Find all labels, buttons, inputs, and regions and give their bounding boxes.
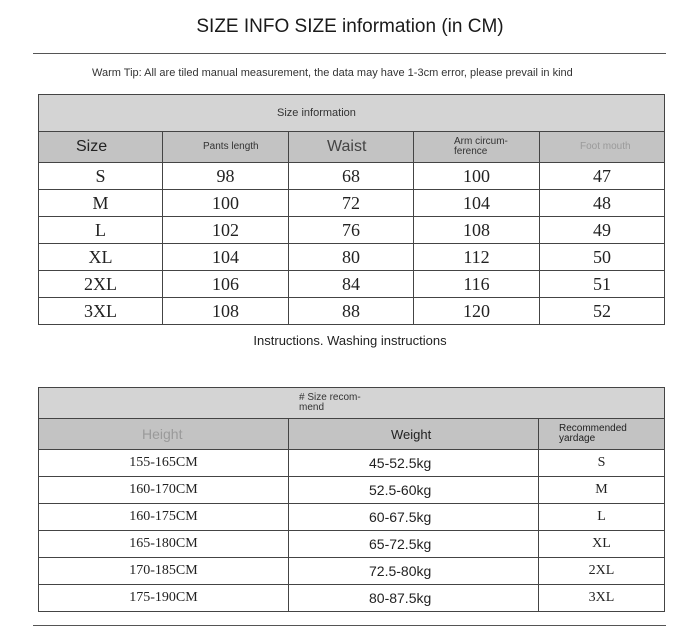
- size-cell: L: [39, 217, 163, 244]
- foot-mouth-cell: 50: [540, 244, 665, 271]
- header-weight: Weight: [289, 419, 539, 450]
- header-height: Height: [39, 419, 289, 450]
- foot-mouth-cell: 49: [540, 217, 665, 244]
- table-row: [39, 190, 665, 217]
- height-cell: 160-175CM: [39, 504, 289, 531]
- arm-circumference-cell: 120: [414, 298, 540, 325]
- size-info-caption: Size information: [39, 95, 665, 132]
- table-row: [39, 585, 665, 612]
- size-cell: 2XL: [39, 271, 163, 298]
- yardage-cell: 2XL: [539, 558, 665, 585]
- pants-length-cell: 100: [163, 190, 289, 217]
- instructions-heading: Instructions. Washing instructions: [253, 333, 447, 348]
- height-cell: 165-180CM: [39, 531, 289, 558]
- waist-cell: 88: [289, 298, 414, 325]
- yardage-cell: S: [539, 450, 665, 477]
- size-cell: 3XL: [39, 298, 163, 325]
- foot-mouth-cell: 48: [540, 190, 665, 217]
- size-cell: XL: [39, 244, 163, 271]
- size-info-table: [38, 94, 665, 325]
- header-pants-length: Pants length: [163, 132, 289, 163]
- yardage-cell: XL: [539, 531, 665, 558]
- weight-cell: 72.5-80kg: [289, 558, 539, 585]
- pants-length-cell: 102: [163, 217, 289, 244]
- foot-mouth-cell: 51: [540, 271, 665, 298]
- pants-length-cell: 106: [163, 271, 289, 298]
- height-cell: 175-190CM: [39, 585, 289, 612]
- yardage-cell: 3XL: [539, 585, 665, 612]
- warm-tip: Warm Tip: All are tiled manual measurement, the data may have 1-3cm error, please prevail in kind: [92, 67, 573, 79]
- page-title: SIZE INFO SIZE information (in CM): [196, 16, 504, 37]
- header-foot-mouth: Foot mouth: [540, 132, 665, 163]
- header-arm-circumference: Arm circum-ference: [414, 132, 540, 163]
- size-recommend-table: [38, 387, 665, 612]
- pants-length-cell: 98: [163, 163, 289, 190]
- size-info-header-row: [39, 132, 665, 163]
- divider-bottom: [33, 625, 666, 626]
- size-cell: M: [39, 190, 163, 217]
- size-recommend-caption: # Size recom-mend: [299, 392, 361, 413]
- table-row: [39, 477, 665, 504]
- header-recommended-yardage: Recommended yardage: [539, 419, 665, 450]
- table-row: [39, 244, 665, 271]
- height-cell: 155-165CM: [39, 450, 289, 477]
- yardage-cell: L: [539, 504, 665, 531]
- pants-length-cell: 108: [163, 298, 289, 325]
- table-row: [39, 531, 665, 558]
- table-row: [39, 450, 665, 477]
- height-cell: 160-170CM: [39, 477, 289, 504]
- yardage-cell: M: [539, 477, 665, 504]
- weight-cell: 80-87.5kg: [289, 585, 539, 612]
- arm-circumference-cell: 104: [414, 190, 540, 217]
- size-cell: S: [39, 163, 163, 190]
- divider-top: [33, 53, 666, 54]
- table-row: [39, 558, 665, 585]
- table-row: [39, 217, 665, 244]
- waist-cell: 76: [289, 217, 414, 244]
- waist-cell: 72: [289, 190, 414, 217]
- table-row: [39, 504, 665, 531]
- weight-cell: 65-72.5kg: [289, 531, 539, 558]
- weight-cell: 52.5-60kg: [289, 477, 539, 504]
- arm-circumference-cell: 108: [414, 217, 540, 244]
- table-row: [39, 271, 665, 298]
- header-size: Size: [39, 132, 163, 163]
- height-cell: 170-185CM: [39, 558, 289, 585]
- foot-mouth-cell: 52: [540, 298, 665, 325]
- table-row: [39, 163, 665, 190]
- foot-mouth-cell: 47: [540, 163, 665, 190]
- header-waist: Waist: [289, 132, 414, 163]
- weight-cell: 45-52.5kg: [289, 450, 539, 477]
- size-recommend-header-row: [39, 419, 665, 450]
- arm-circumference-cell: 112: [414, 244, 540, 271]
- pants-length-cell: 104: [163, 244, 289, 271]
- waist-cell: 68: [289, 163, 414, 190]
- weight-cell: 60-67.5kg: [289, 504, 539, 531]
- arm-circumference-cell: 116: [414, 271, 540, 298]
- waist-cell: 80: [289, 244, 414, 271]
- table-row: [39, 298, 665, 325]
- arm-circumference-cell: 100: [414, 163, 540, 190]
- waist-cell: 84: [289, 271, 414, 298]
